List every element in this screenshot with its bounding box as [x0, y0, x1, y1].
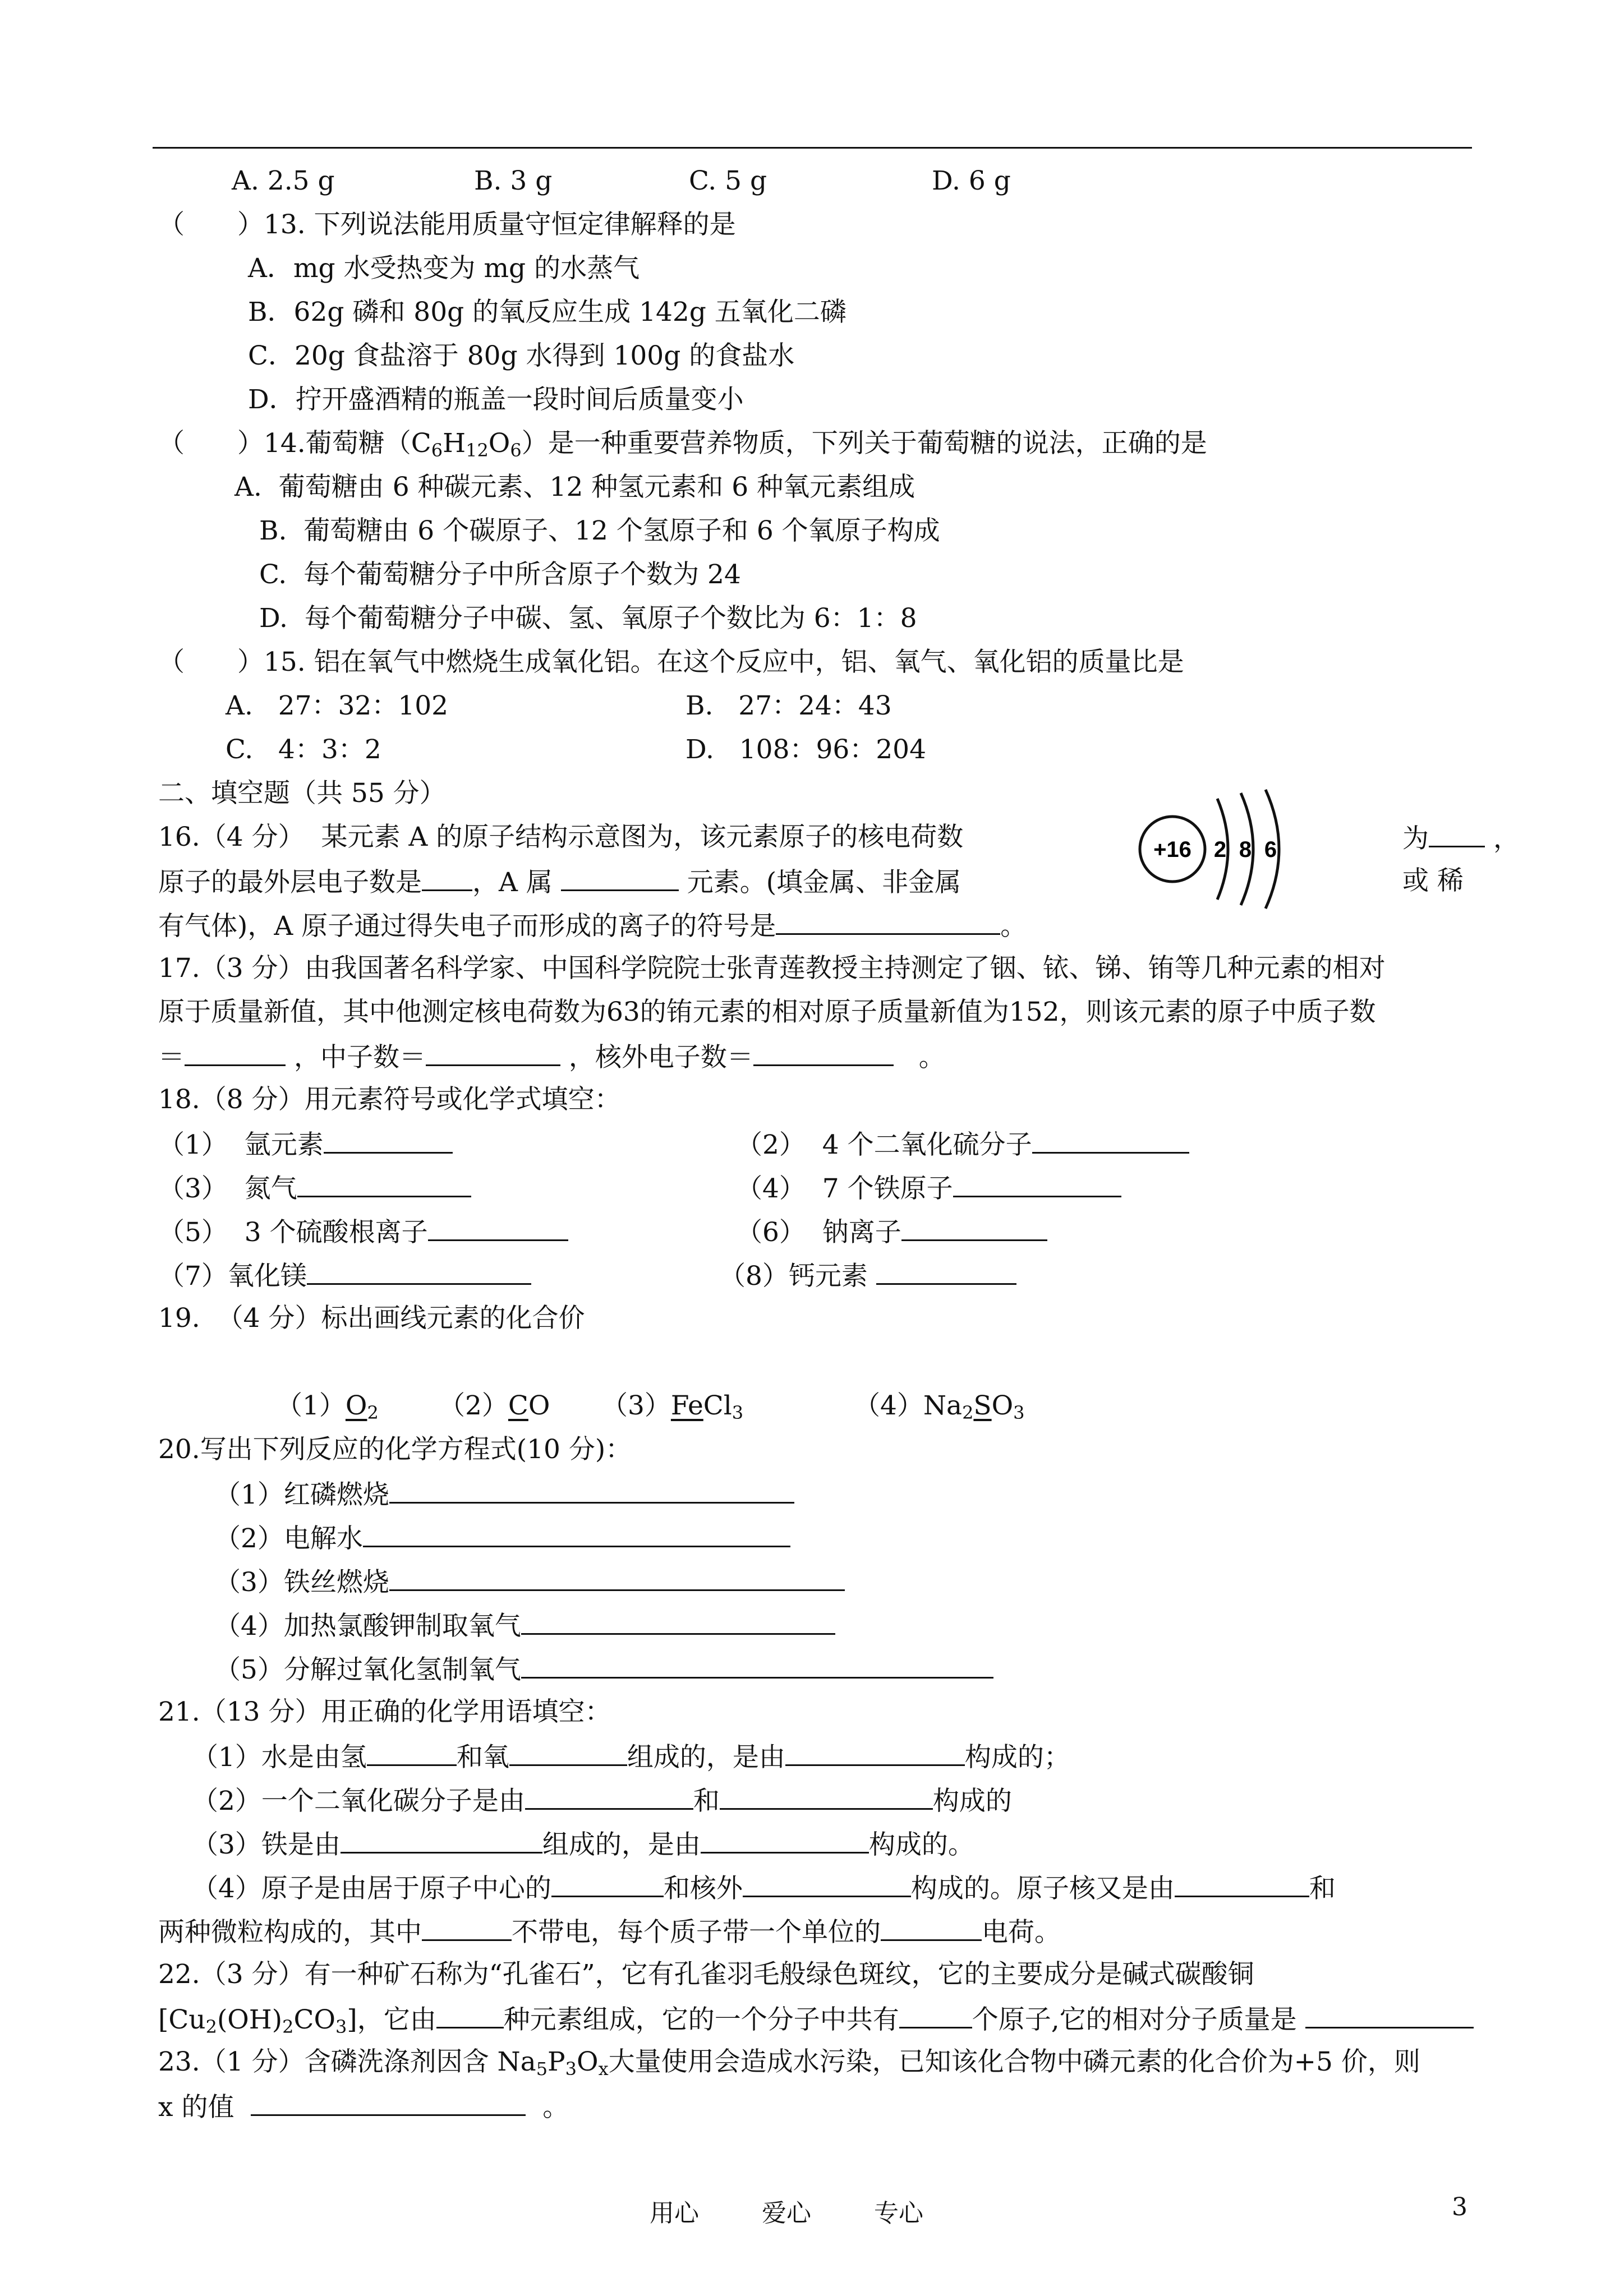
underlined-element: S — [973, 1390, 992, 1421]
answer-blank[interactable] — [776, 907, 1000, 935]
q18-item-7: （7）氧化镁 — [158, 1257, 531, 1294]
atom-structure-diagram — [1133, 786, 1296, 912]
q13-option-c: C．20g 食盐溶于 80g 水得到 100g 的食盐水 — [248, 340, 795, 371]
answer-blank[interactable] — [785, 1739, 965, 1766]
q21-line2: （2）一个二氧化碳分子是由 和 构成的 — [192, 1782, 1012, 1819]
shell-3-electrons: 6 — [1264, 837, 1277, 862]
q19-item-1: $(1)O_2$ — [276, 1390, 379, 1423]
q22-line1: 22.（3 分）有一种矿石称为“孔雀石”，它有孔雀羽毛般绿色斑纹，它的主要成分是碱式碳酸铜 — [158, 1959, 1254, 1990]
answer-blank[interactable] — [743, 1870, 911, 1897]
q12-option-d: D. 6 g — [932, 165, 1011, 196]
q20-item-1: （1）红磷燃烧 — [214, 1476, 794, 1513]
q19-item-4: $(4)Na_2SO_3$ — [854, 1390, 1025, 1423]
q17-line3: ＝ ，中子数＝ ，核外电子数＝ 。 — [158, 1039, 945, 1075]
q13-stem: （ ）13. 下列说法能用质量守恒定律解释的是 — [158, 209, 736, 240]
q14-option-c: C. 每个葡萄糖分子中所含原子个数为 24 — [259, 559, 741, 590]
q22-line2: $[Cu_2(OH)_2CO_3]$，它由 种元素组成，它的一个分子中共有 个原子,它的相对分子质量是 — [158, 2001, 1474, 2044]
header-rule — [153, 147, 1472, 149]
q20-item-3: （3）铁丝燃烧 — [214, 1564, 845, 1600]
q19-item-2: （2）CO — [439, 1390, 550, 1421]
q16-line2: 原子的最外层电子数是 ，A 属 元素。(填金属、非金属 — [158, 864, 961, 900]
answer-blank[interactable] — [341, 1826, 542, 1854]
q19-item-3: （3）FeCl$_3$ — [601, 1390, 744, 1423]
answer-blank[interactable] — [324, 1126, 453, 1154]
q15-option-a: A. 27：32：102 — [226, 690, 449, 721]
q18-item-3: （3） 氮气 — [158, 1170, 471, 1206]
q13-option-d: D．拧开盛酒精的瓶盖一段时间后质量变小 — [248, 384, 744, 415]
q14-option-b: B. 葡萄糖由 6 个碳原子、12 个氢原子和 6 个氧原子构成 — [259, 515, 940, 546]
page-number: 3 — [1452, 2193, 1467, 2221]
answer-blank[interactable] — [1429, 820, 1485, 847]
answer-blank[interactable] — [525, 1782, 693, 1810]
q19-title: 19. （4 分）标出画线元素的化合价 — [158, 1303, 585, 1334]
q13-option-a: A．mg 水受热变为 mg 的水蒸气 — [248, 253, 640, 284]
shell-1-electrons: 2 — [1213, 837, 1227, 862]
nucleus-charge: +16 — [1153, 837, 1191, 862]
answer-blank[interactable] — [297, 1170, 471, 1197]
answer-blank[interactable] — [720, 1782, 933, 1810]
answer-blank[interactable] — [428, 1214, 568, 1241]
q21-line3: （3）铁是由 组成的，是由 构成的。 — [192, 1826, 974, 1862]
answer-blank[interactable] — [251, 2088, 526, 2116]
q18-item-4: （4） 7 个铁原子 — [736, 1170, 1121, 1206]
q16-line3: 有气体)，A 原子通过得失电子而形成的离子的符号是 。 — [158, 907, 1027, 944]
answer-blank[interactable] — [436, 2001, 504, 2028]
q16-line2-right: 或 稀 — [1402, 865, 1464, 896]
answer-blank[interactable] — [881, 1914, 982, 1941]
shell-2-electrons: 8 — [1239, 837, 1252, 862]
q12-option-b: B. 3 g — [474, 165, 553, 196]
answer-blank[interactable] — [389, 1476, 794, 1504]
answer-blank[interactable] — [551, 1870, 664, 1897]
q16-line1: 16.（4 分） 某元素 A 的原子结构示意图为，该元素原子的核电荷数 — [158, 822, 964, 852]
footer-slogan-1: 用心 — [650, 2199, 699, 2228]
q12-option-a: A. 2.5 g — [232, 165, 335, 196]
q18-title: 18.（8 分）用元素符号或化学式填空： — [158, 1084, 621, 1115]
q15-option-b: B. 27：24：43 — [686, 690, 892, 721]
q17-line2: 原于质量新值，其中他测定核电荷数为63的铕元素的相对原子质量新值为152，则该元素的原子中质子数 — [158, 997, 1376, 1027]
q18-item-5: （5） 3 个硫酸根离子 — [158, 1214, 568, 1250]
q17-line1: 17.（3 分）由我国著名科学家、中国科学院院士张青莲教授主持测定了铟、铱、锑、铕等几种元素的相对 — [158, 953, 1386, 984]
q20-item-5: （5）分解过氧化氢制氧气 — [214, 1651, 993, 1688]
answer-blank[interactable] — [307, 1257, 531, 1285]
underlined-element: O — [345, 1390, 367, 1421]
answer-blank[interactable] — [509, 1739, 627, 1766]
answer-blank[interactable] — [1305, 2001, 1474, 2028]
q21-line5: 两种微粒构成的，其中 不带电，每个质子带一个单位的 电荷。 — [158, 1914, 1061, 1950]
answer-blank[interactable] — [899, 2001, 972, 2028]
answer-blank[interactable] — [426, 1039, 560, 1066]
q14-option-a: A. 葡萄糖由 6 种碳元素、12 种氢元素和 6 种氧元素组成 — [234, 472, 915, 502]
q18-item-6: （6） 钠离子 — [736, 1214, 1047, 1250]
q20-item-2: （2）电解水 — [214, 1520, 790, 1556]
answer-blank[interactable] — [901, 1214, 1047, 1241]
answer-blank[interactable] — [1032, 1126, 1189, 1154]
answer-blank[interactable] — [363, 1520, 790, 1547]
q15-stem: （ ）15. 铝在氧气中燃烧生成氧化铝。在这个反应中，铝、氧气、氧化铝的质量比是 — [158, 647, 1184, 677]
answer-blank[interactable] — [561, 864, 679, 891]
q18-item-8: （8）钙元素 — [719, 1257, 1016, 1294]
answer-blank[interactable] — [953, 1170, 1121, 1197]
footer-slogan-2: 爱心 — [762, 2199, 811, 2228]
q13-option-b: B．62g 磷和 80g 的氧反应生成 142g 五氧化二磷 — [248, 297, 846, 328]
q20-title: 20.写出下列反应的化学方程式(10 分)： — [158, 1434, 632, 1465]
answer-blank[interactable] — [701, 1826, 869, 1854]
q14-option-d: D. 每个葡萄糖分子中碳、氢、氧原子个数比为 6：1：8 — [259, 603, 917, 634]
q21-title: 21.（13 分）用正确的化学用语填空： — [158, 1696, 611, 1727]
q21-line4: （4）原子是由居于原子中心的 和核外 构成的。原子核又是由 和 — [192, 1870, 1336, 1906]
q12-option-c: C. 5 g — [689, 165, 767, 196]
answer-blank[interactable] — [422, 1914, 512, 1941]
section-heading: 二、填空题（共 55 分） — [158, 778, 446, 809]
answer-blank[interactable] — [1175, 1870, 1309, 1897]
answer-blank[interactable] — [521, 1607, 835, 1635]
answer-blank[interactable] — [422, 864, 472, 891]
q21-line1: （1）水是由氢 和氧 组成的，是由 构成的； — [192, 1739, 1070, 1775]
answer-blank[interactable] — [876, 1257, 1016, 1285]
answer-blank[interactable] — [753, 1039, 894, 1066]
q15-option-c: C. 4：3：2 — [226, 734, 381, 765]
q18-item-2: （2） 4 个二氧化硫分子 — [736, 1126, 1189, 1163]
answer-blank[interactable] — [389, 1564, 845, 1591]
footer-slogan-3: 专心 — [874, 2199, 923, 2228]
q23-line2: x 的值 。 — [158, 2088, 569, 2125]
q18-item-1: （1） 氩元素 — [158, 1126, 453, 1163]
q16-line1-right: 为 ， — [1402, 820, 1520, 856]
underlined-element: Fe — [670, 1390, 703, 1421]
underlined-element: C — [508, 1390, 528, 1421]
answer-blank[interactable] — [185, 1039, 286, 1066]
answer-blank[interactable] — [367, 1739, 457, 1766]
q23-line1: 23.（1 分）含磷洗涤剂因含 $Na_5P_3O_x$大量使用会造成水污染，已知该化合物中磷元素的化合价为+5 价，则 — [158, 2046, 1420, 2080]
answer-blank[interactable] — [521, 1651, 993, 1679]
q14-stem: （ ）14.葡萄糖$(C_6H_{12}O_6)$是一种重要营养物质，下列关于葡萄糖的说法，正确的是 — [158, 428, 1207, 461]
q20-item-4: （4）加热氯酸钾制取氧气 — [214, 1607, 835, 1644]
q15-option-d: D. 108：96：204 — [686, 734, 926, 765]
